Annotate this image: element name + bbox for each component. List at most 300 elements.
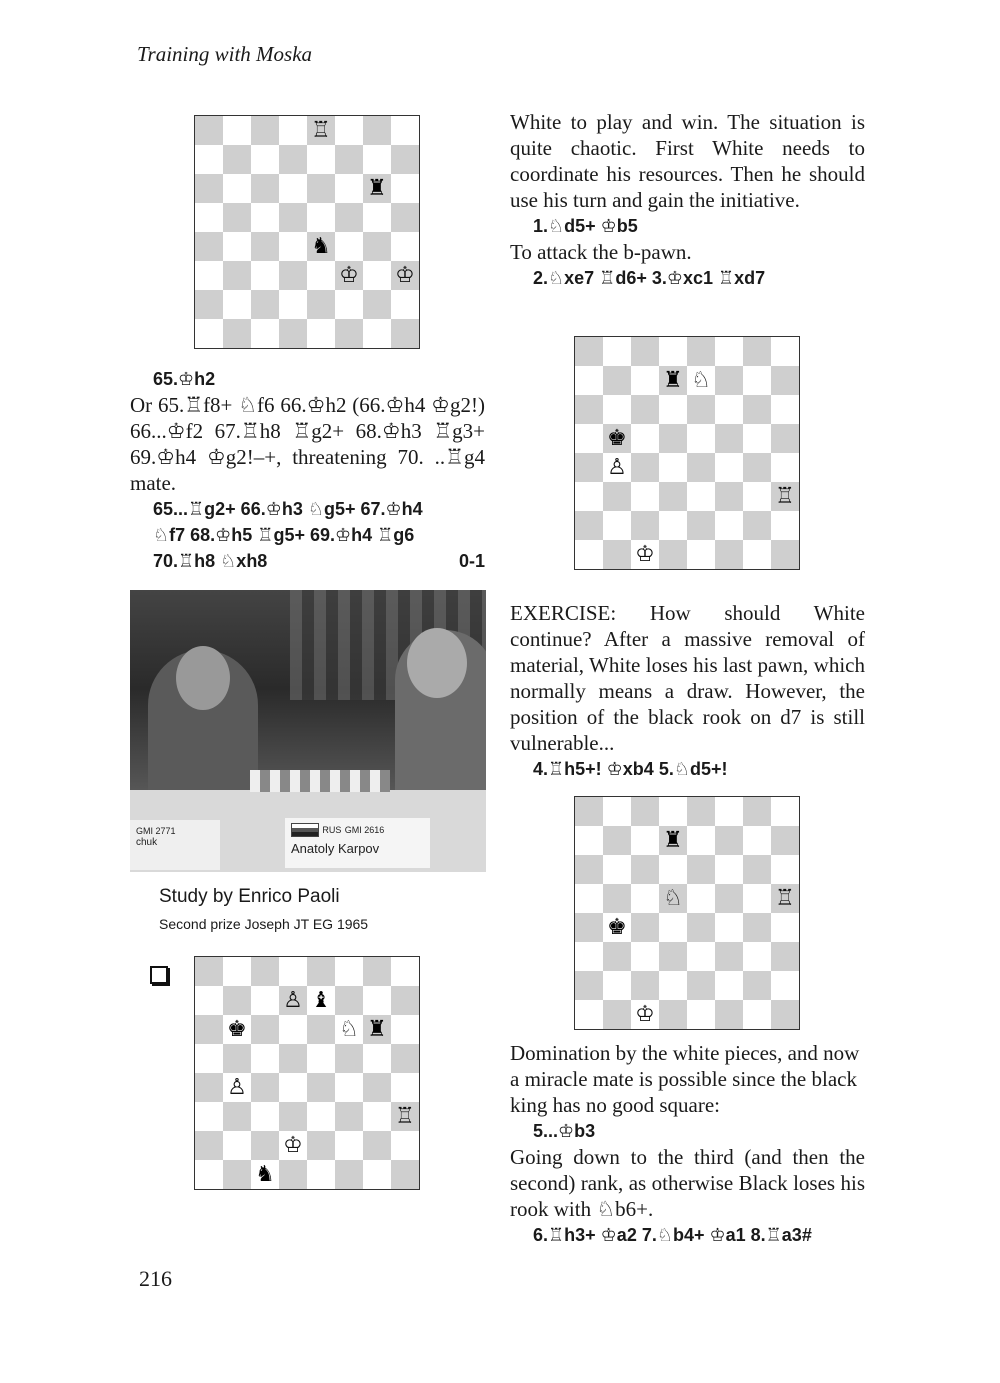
square-e8 xyxy=(307,957,335,986)
chess-diagram-3 xyxy=(574,796,800,1030)
square-e6 xyxy=(307,174,335,203)
note-1: To attack the b-pawn. xyxy=(510,240,692,264)
square-g2 xyxy=(743,511,771,540)
move-5: 5...♔b3 xyxy=(533,1121,596,1141)
square-b3 xyxy=(603,482,631,511)
square-a5 xyxy=(575,424,603,453)
main-line-2: ♘f7 68.♔h5 ♖g5+ 69.♔h4 ♖g6 xyxy=(153,525,415,545)
square-b2 xyxy=(223,290,251,319)
square-c6 xyxy=(251,1015,279,1044)
square-d2 xyxy=(659,511,687,540)
square-f4 xyxy=(335,232,363,261)
square-c5 xyxy=(631,884,659,913)
square-h5 xyxy=(391,1044,419,1073)
square-g8 xyxy=(363,957,391,986)
square-g5 xyxy=(743,884,771,913)
square-g6 xyxy=(743,855,771,884)
square-h2 xyxy=(771,511,799,540)
square-e6 xyxy=(307,1015,335,1044)
square-e3 xyxy=(687,482,715,511)
square-f5 xyxy=(715,884,743,913)
square-b7 xyxy=(223,145,251,174)
square-e6 xyxy=(687,395,715,424)
square-a1 xyxy=(195,1160,223,1189)
square-e4 xyxy=(687,453,715,482)
square-b3 xyxy=(603,942,631,971)
square-d1 xyxy=(279,319,307,348)
square-e8 xyxy=(307,116,335,145)
right-column-exercise xyxy=(510,600,865,782)
square-d3 xyxy=(659,942,687,971)
square-g2 xyxy=(363,290,391,319)
square-f2 xyxy=(715,971,743,1000)
square-h6 xyxy=(391,1015,419,1044)
square-b5 xyxy=(603,884,631,913)
square-b6 xyxy=(603,855,631,884)
square-h1 xyxy=(771,1000,799,1029)
square-b5 xyxy=(223,1044,251,1073)
square-d3 xyxy=(279,261,307,290)
square-e2 xyxy=(307,1131,335,1160)
square-e1 xyxy=(687,1000,715,1029)
square-g8 xyxy=(363,116,391,145)
move-2: 2.♘xe7 ♖d6+ 3.♔xc1 ♖xd7 xyxy=(533,268,766,288)
square-a8 xyxy=(575,797,603,826)
square-e1 xyxy=(307,319,335,348)
square-d4 xyxy=(279,232,307,261)
square-c2 xyxy=(251,290,279,319)
flag-icon xyxy=(291,823,319,837)
piece-white-f6: ♘ xyxy=(339,1016,359,1042)
square-e8 xyxy=(687,337,715,366)
square-b2 xyxy=(603,971,631,1000)
nameplate-right xyxy=(285,818,430,868)
piece-white-h3: ♖ xyxy=(395,1103,415,1129)
nameplate-right-rating: GMI 2616 xyxy=(344,825,385,835)
square-f2 xyxy=(715,511,743,540)
nameplate-left-rating: GMI 2771 xyxy=(136,826,176,836)
square-f6 xyxy=(715,395,743,424)
photo-chessboard xyxy=(250,770,390,792)
square-g4 xyxy=(743,453,771,482)
square-b1 xyxy=(603,540,631,569)
square-a6 xyxy=(195,1015,223,1044)
exercise-checkbox-icon xyxy=(150,966,168,984)
square-d7 xyxy=(279,145,307,174)
square-d1 xyxy=(659,1000,687,1029)
square-g1 xyxy=(363,319,391,348)
square-g7 xyxy=(363,986,391,1015)
square-g4 xyxy=(363,1073,391,1102)
square-d6 xyxy=(279,174,307,203)
square-b8 xyxy=(603,797,631,826)
square-d3 xyxy=(659,482,687,511)
square-f8 xyxy=(335,116,363,145)
square-d1 xyxy=(279,1160,307,1189)
square-f7 xyxy=(335,986,363,1015)
square-d6 xyxy=(659,395,687,424)
square-d5 xyxy=(279,1044,307,1073)
square-d5 xyxy=(659,884,687,913)
square-a1 xyxy=(575,1000,603,1029)
square-b1 xyxy=(603,1000,631,1029)
square-a6 xyxy=(195,174,223,203)
square-d2 xyxy=(279,290,307,319)
square-f1 xyxy=(715,1000,743,1029)
square-a7 xyxy=(575,366,603,395)
square-f3 xyxy=(335,1102,363,1131)
square-c4 xyxy=(251,1073,279,1102)
square-g8 xyxy=(743,337,771,366)
square-h3 xyxy=(771,482,799,511)
square-b7 xyxy=(603,366,631,395)
square-a7 xyxy=(575,826,603,855)
square-f6 xyxy=(715,855,743,884)
square-e7 xyxy=(687,826,715,855)
square-c7 xyxy=(631,366,659,395)
square-b5 xyxy=(603,424,631,453)
nameplate-left-name: chuk xyxy=(136,837,158,848)
square-b6 xyxy=(223,1015,251,1044)
piece-black-c1: ♞ xyxy=(255,1161,275,1187)
square-e7 xyxy=(307,986,335,1015)
square-c7 xyxy=(631,826,659,855)
square-f6 xyxy=(335,174,363,203)
square-d5 xyxy=(279,203,307,232)
left-column-annotation xyxy=(130,366,485,574)
square-f1 xyxy=(335,319,363,348)
square-b8 xyxy=(603,337,631,366)
square-e7 xyxy=(687,366,715,395)
piece-white-b4: ♙ xyxy=(607,454,627,480)
square-h2 xyxy=(391,290,419,319)
square-g3 xyxy=(743,942,771,971)
square-b1 xyxy=(223,1160,251,1189)
square-e1 xyxy=(687,540,715,569)
square-d8 xyxy=(659,337,687,366)
square-h8 xyxy=(771,797,799,826)
main-line xyxy=(130,496,485,574)
square-b4 xyxy=(603,453,631,482)
piece-white-h3: ♔ xyxy=(395,262,415,288)
move-65: 65.♔h2 xyxy=(153,369,216,389)
square-e4 xyxy=(307,1073,335,1102)
piece-white-e7: ♘ xyxy=(691,367,711,393)
piece-white-f3: ♔ xyxy=(339,262,359,288)
square-e3 xyxy=(307,1102,335,1131)
square-h7 xyxy=(771,366,799,395)
square-f1 xyxy=(335,1160,363,1189)
square-a2 xyxy=(575,511,603,540)
square-d2 xyxy=(659,971,687,1000)
square-g6 xyxy=(363,1015,391,1044)
square-f5 xyxy=(715,424,743,453)
square-h1 xyxy=(771,540,799,569)
domination-text: Domination by the white pieces, and now a miracle mate is possible since the black king has no good square: xyxy=(510,1041,860,1117)
piece-black-g6: ♜ xyxy=(367,175,387,201)
square-g7 xyxy=(363,145,391,174)
square-c3 xyxy=(251,1102,279,1131)
square-b4 xyxy=(223,232,251,261)
piece-black-b5: ♚ xyxy=(607,425,627,451)
square-e4 xyxy=(307,232,335,261)
square-a3 xyxy=(575,482,603,511)
square-d2 xyxy=(279,1131,307,1160)
square-a8 xyxy=(195,957,223,986)
square-f8 xyxy=(715,797,743,826)
square-e4 xyxy=(687,913,715,942)
square-d1 xyxy=(659,540,687,569)
square-c4 xyxy=(631,453,659,482)
square-g4 xyxy=(743,913,771,942)
square-f5 xyxy=(335,203,363,232)
square-a2 xyxy=(195,290,223,319)
square-c7 xyxy=(251,986,279,1015)
photo-player-left xyxy=(148,650,258,800)
nameplate-left xyxy=(130,820,220,870)
square-h4 xyxy=(771,913,799,942)
square-c4 xyxy=(631,913,659,942)
square-e2 xyxy=(307,290,335,319)
square-g1 xyxy=(363,1160,391,1189)
square-c5 xyxy=(251,1044,279,1073)
note-5: Going down to the third (and then the second) rank, as otherwise Black loses his rook with ♘b6+. xyxy=(510,1145,865,1221)
main-line-3-moves: 70.♖h8 ♘xh8 xyxy=(153,551,268,571)
square-h8 xyxy=(391,957,419,986)
square-d5 xyxy=(659,424,687,453)
square-c5 xyxy=(251,203,279,232)
square-e1 xyxy=(307,1160,335,1189)
piece-white-h5: ♖ xyxy=(775,885,795,911)
square-g5 xyxy=(743,424,771,453)
study-subtitle: Second prize Joseph JT EG 1965 xyxy=(159,916,369,932)
square-a8 xyxy=(575,337,603,366)
square-g2 xyxy=(743,971,771,1000)
square-d3 xyxy=(279,1102,307,1131)
piece-black-d7: ♜ xyxy=(663,367,683,393)
square-c8 xyxy=(631,797,659,826)
square-b5 xyxy=(223,203,251,232)
square-f7 xyxy=(715,366,743,395)
move-4: 4.♖h5+! ♔xb4 5.♘d5+! xyxy=(533,759,728,779)
square-h4 xyxy=(771,453,799,482)
square-b4 xyxy=(603,913,631,942)
square-g6 xyxy=(363,174,391,203)
piece-white-c1: ♔ xyxy=(635,541,655,567)
square-c1 xyxy=(251,319,279,348)
piece-black-e4: ♞ xyxy=(311,233,331,259)
chess-diagram-study xyxy=(194,956,420,1190)
piece-white-h3: ♖ xyxy=(775,483,795,509)
square-b2 xyxy=(223,1131,251,1160)
square-b1 xyxy=(223,319,251,348)
study-title: Study by Enrico Paoli xyxy=(159,886,340,907)
photo-karpov-game xyxy=(130,590,486,872)
square-a2 xyxy=(575,971,603,1000)
square-g5 xyxy=(363,203,391,232)
square-h8 xyxy=(391,116,419,145)
piece-black-b6: ♚ xyxy=(227,1016,247,1042)
square-c3 xyxy=(251,261,279,290)
square-g5 xyxy=(363,1044,391,1073)
square-d6 xyxy=(659,855,687,884)
square-a8 xyxy=(195,116,223,145)
square-h8 xyxy=(771,337,799,366)
square-g8 xyxy=(743,797,771,826)
square-b6 xyxy=(603,395,631,424)
square-b7 xyxy=(603,826,631,855)
square-f3 xyxy=(335,261,363,290)
move-6: 6.♖h3+ ♔a2 7.♘b4+ ♔a1 8.♖a3# xyxy=(533,1225,812,1245)
square-b4 xyxy=(223,1073,251,1102)
square-b3 xyxy=(223,261,251,290)
square-d8 xyxy=(659,797,687,826)
square-a4 xyxy=(575,453,603,482)
square-b7 xyxy=(223,986,251,1015)
square-g3 xyxy=(363,261,391,290)
running-head: Training with Moska xyxy=(137,42,313,66)
square-c2 xyxy=(631,971,659,1000)
square-c5 xyxy=(631,424,659,453)
piece-white-d2: ♔ xyxy=(283,1132,303,1158)
square-e3 xyxy=(687,942,715,971)
square-a5 xyxy=(575,884,603,913)
square-g3 xyxy=(363,1102,391,1131)
square-f6 xyxy=(335,1015,363,1044)
square-c4 xyxy=(251,232,279,261)
square-e3 xyxy=(307,261,335,290)
piece-white-d5: ♘ xyxy=(663,885,683,911)
square-a5 xyxy=(195,1044,223,1073)
intro-text: White to play and win. The situation is quite chaotic. First White needs to coordinate his resources. Then he should use his turn and gain the initiative. xyxy=(510,110,865,212)
square-b2 xyxy=(603,511,631,540)
square-a5 xyxy=(195,203,223,232)
square-f7 xyxy=(335,145,363,174)
square-h5 xyxy=(391,203,419,232)
main-line-3 xyxy=(130,548,485,574)
page-number: 216 xyxy=(139,1266,172,1291)
square-c3 xyxy=(631,482,659,511)
photo-player-right xyxy=(395,630,486,800)
square-a7 xyxy=(195,145,223,174)
right-column-bottom xyxy=(510,1040,865,1248)
square-h7 xyxy=(771,826,799,855)
square-a1 xyxy=(195,319,223,348)
square-d4 xyxy=(659,913,687,942)
piece-white-b4: ♙ xyxy=(227,1074,247,1100)
square-g1 xyxy=(743,540,771,569)
square-e5 xyxy=(307,203,335,232)
square-e2 xyxy=(687,511,715,540)
square-a3 xyxy=(575,942,603,971)
square-b8 xyxy=(223,957,251,986)
square-d8 xyxy=(279,957,307,986)
chess-diagram-1 xyxy=(194,115,420,349)
square-b8 xyxy=(223,116,251,145)
piece-white-e8: ♖ xyxy=(311,117,331,143)
square-h2 xyxy=(771,971,799,1000)
square-e5 xyxy=(307,1044,335,1073)
square-c8 xyxy=(251,957,279,986)
square-d8 xyxy=(279,116,307,145)
square-a4 xyxy=(195,232,223,261)
square-c8 xyxy=(251,116,279,145)
square-g3 xyxy=(743,482,771,511)
square-d7 xyxy=(659,826,687,855)
square-f5 xyxy=(335,1044,363,1073)
square-h6 xyxy=(391,174,419,203)
square-f7 xyxy=(715,826,743,855)
square-c3 xyxy=(631,942,659,971)
piece-black-b4: ♚ xyxy=(607,914,627,940)
chess-diagram-2 xyxy=(574,336,800,570)
move-1: 1.♘d5+ ♔b5 xyxy=(533,216,638,236)
square-c1 xyxy=(631,540,659,569)
note-65: Or 65.♖f8+ ♘f6 66.♔h2 (66.♔h4 ♔g2!) 66...♔f2 67.♖h8 ♖g2+ 68.♔h3 ♖g3+ 69.♔h4 ♔g2!–+, threatening 70. ..♖g4 mate. xyxy=(130,393,485,495)
square-a6 xyxy=(575,855,603,884)
square-a4 xyxy=(575,913,603,942)
main-line-1: 65...♖g2+ 66.♔h3 ♘g5+ 67.♔h4 xyxy=(153,499,423,519)
square-a6 xyxy=(575,395,603,424)
square-h6 xyxy=(771,855,799,884)
square-h7 xyxy=(391,145,419,174)
square-a7 xyxy=(195,986,223,1015)
square-d4 xyxy=(659,453,687,482)
exercise-text: EXERCISE: How should White continue? After a massive removal of material, White loses his last pawn, which normally means a draw. However, the position of the black rook on d7 is still vulnerable... xyxy=(510,601,865,755)
square-h3 xyxy=(391,1102,419,1131)
square-h1 xyxy=(391,1160,419,1189)
square-f8 xyxy=(715,337,743,366)
piece-white-d7: ♙ xyxy=(283,987,303,1013)
square-c1 xyxy=(631,1000,659,1029)
square-c6 xyxy=(251,174,279,203)
square-c6 xyxy=(631,395,659,424)
square-f3 xyxy=(715,482,743,511)
nameplate-right-name: Anatoly Karpov xyxy=(291,840,380,856)
square-c1 xyxy=(251,1160,279,1189)
square-g1 xyxy=(743,1000,771,1029)
square-c7 xyxy=(251,145,279,174)
square-h5 xyxy=(771,424,799,453)
square-f2 xyxy=(335,290,363,319)
square-e5 xyxy=(687,884,715,913)
square-h2 xyxy=(391,1131,419,1160)
square-h1 xyxy=(391,319,419,348)
square-h4 xyxy=(391,232,419,261)
square-e8 xyxy=(687,797,715,826)
square-d6 xyxy=(279,1015,307,1044)
square-d7 xyxy=(659,366,687,395)
square-h5 xyxy=(771,884,799,913)
right-column-top xyxy=(510,109,865,291)
square-g2 xyxy=(363,1131,391,1160)
square-f8 xyxy=(335,957,363,986)
square-h3 xyxy=(391,261,419,290)
square-f4 xyxy=(715,453,743,482)
piece-white-c1: ♔ xyxy=(635,1001,655,1027)
square-f4 xyxy=(335,1073,363,1102)
square-a2 xyxy=(195,1131,223,1160)
square-h7 xyxy=(391,986,419,1015)
square-c2 xyxy=(251,1131,279,1160)
square-c8 xyxy=(631,337,659,366)
square-h6 xyxy=(771,395,799,424)
square-e7 xyxy=(307,145,335,174)
square-e6 xyxy=(687,855,715,884)
square-g7 xyxy=(743,826,771,855)
square-a4 xyxy=(195,1073,223,1102)
square-e5 xyxy=(687,424,715,453)
